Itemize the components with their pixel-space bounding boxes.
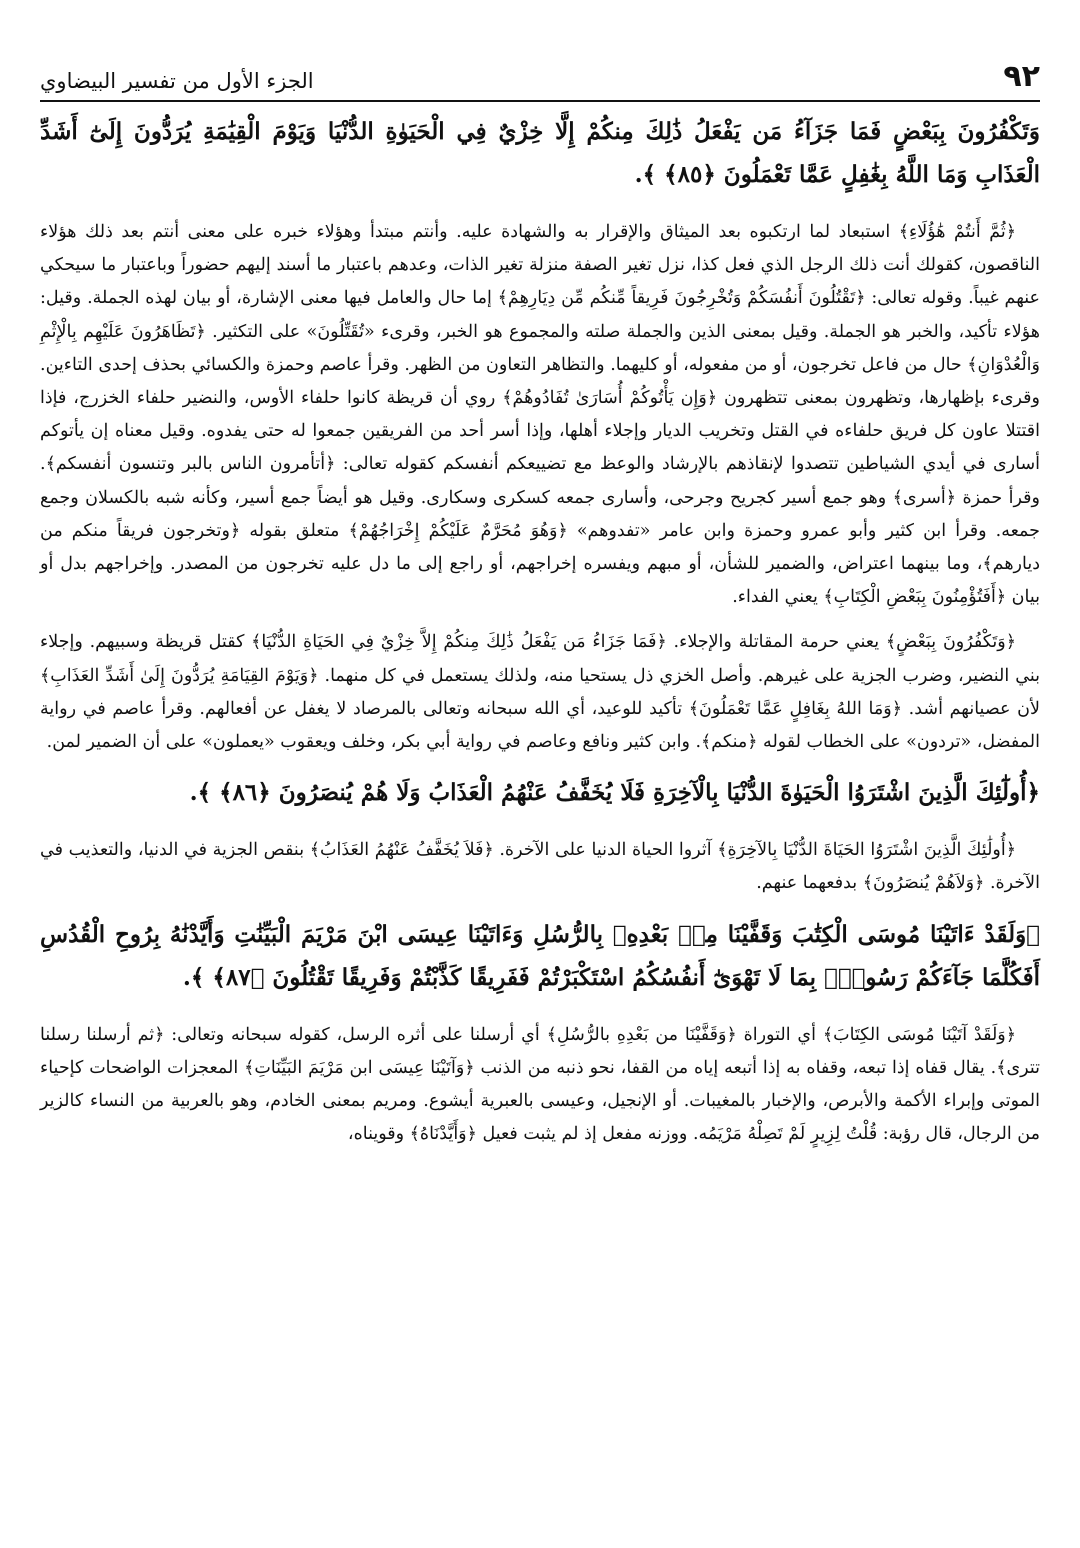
commentary-paragraph: ﴿ثُمَّ أَنتُمْ هَٰؤُلَاءِ﴾ استبعاد لما ارتكبوه بعد الميثاق والإقرار به والشهادة عليه. وأنتم مبتدأ وهؤلاء خبره على معنى أنتم بعد ذلك هؤلاء الناقصون، كقولك أنت ذلك الرجل الذي فعل كذا، نزل تغير الصفة منزلة تغير الذات، وعدهم باعتبار ما أسند إليهم حضوراً وباعتبار ما سيحكي عنهم غيباً. وقوله تعالى: ﴿تَقْتُلُونَ أَنفُسَكُمْ وَتُخْرِجُونَ فَرِيقاً مِّنكُم مِّن دِيَارِهِمْ﴾ إما حال والعامل فيها معنى الإشارة، أو بيان لهذه الجملة. وقيل: هؤلاء تأكيد، والخبر هو الجملة. وقيل بمعنى الذين والجملة صلته والمجموع هو الخبر، وقرىء «تُقَتِّلُونَ» على التكثير. ﴿تَظَاهَرُونَ عَلَيْهِم بِالْإِثْمِ وَالْعُدْوَانِ﴾ حال من فاعل تخرجون، أو من مفعوله، أو كليهما. والتظاهر التعاون من الظهر. وقرأ عاصم وحمزة والكسائي بحذف إحدى التاءين. وقرىء بإظهارها، وتظهرون بمعنى تتظهرون ﴿وَإِن يَأْتُوكُمْ أُسَارَىٰ تُفَادُوهُمْ﴾ روي أن قريظة كانوا حلفاء الأوس، والنضير حلفاء الخزرج، فإذا اقتتلا عاون كل فريق حلفاءه في القتل وتخريب الديار وإجلاء أهلها، وإذا أسر أحد من الفريقين جمعوا له حتى يفدوه. وقيل معناه إن يأتوكم أسارى في أيدي الشياطين تتصدوا لإنقاذهم بالإرشاد والوعظ مع تضييعكم أنفسكم كقوله تعالى: ﴿أتأمرون الناس بالبر وتنسون أنفسكم﴾. وقرأ حمزة ﴿أسرى﴾ وهو جمع أسير كجريح وجرحى، وأسارى جمعه كسكرى وسكارى. وقيل هو أيضاً جمع أسير، وكأنه شبه بالكسلان وجمع جمعه. وقرأ ابن كثير وأبو عمرو وحمزة وابن عامر «تفدوهم» ﴿وَهُوَ مُحَرَّمٌ عَلَيْكُمْ إِخْرَاجُهُمْ﴾ متعلق بقوله ﴿وتخرجون فريقاً منكم من ديارهم﴾، وما بينهما اعتراض، والضمير للشأن، أو مبهم ويفسره إخراجهم، أو راجع إلى ما دل عليه تخرجون من المصدر. وإخراجهم بدل أو بيان ﴿أَفَتُؤْمِنُونَ بِبَعْضِ الْكِتَابِ﴾ يعني الفداء.	[40, 222, 1040, 608]
page-content	[40, 110, 1040, 1175]
page-header	[40, 52, 1040, 92]
header-rule	[40, 100, 1040, 102]
page-number: ٩٢	[1003, 59, 1040, 94]
quran-verse-85: وَتَكْفُرُونَ بِبَعْضٍ فَمَا جَزَآءُ مَن يَفْعَلُ ذَٰلِكَ مِنكُمْ إِلَّا خِزْيٌ فِي الْحَيَوٰةِ الدُّنْيَا وَيَوْمَ الْقِيَٰمَةِ يُرَدُّونَ إِلَىٰٓ أَشَدِّ الْعَذَابِ وَمَا اللَّهُ بِغَٰفِلٍ عَمَّا تَعْمَلُونَ ﴿٨٥﴾ ﴾.	[40, 118, 1040, 188]
commentary-paragraph: ﴿وَتَكْفُرُونَ بِبَعْضٍ﴾ يعني حرمة المقاتلة والإجلاء. ﴿فَمَا جَزَاءُ مَن يَفْعَلُ ذَٰلِكَ مِنكُمْ إِلاَّ خِزْيٌ فِي الحَيَاةِ الدُّنْيَا﴾ كقتل قريظة وسبيهم. وإجلاء بني النضير، وضرب الجزية على غيرهم. وأصل الخزي ذل يستحيا منه، ولذلك يستعمل في كل منهما. ﴿وَيَوْمَ القِيَامَةِ يُرَدُّونَ إِلَىٰ أَشَدِّ العَذَابِ﴾ لأن عصيانهم أشد. ﴿وَمَا اللهُ بِغَافِلٍ عَمَّا تَعْمَلُونَ﴾ تأكيد للوعيد، أي الله سبحانه وتعالى بالمرصاد لا يغفل عن أفعالهم. وقرأ عاصم في رواية المفضل، «تردون» على الخطاب لقوله ﴿منكم﴾. وابن كثير ونافع وعاصم في رواية أبي بكر، وخلف ويعقوب «يعملون» على أن الضمير لمن.	[40, 632, 1040, 753]
commentary-paragraph: ﴿أُولَٰئِكَ الَّذِينَ اشْتَرَوُا الحَيَاةَ الدُّنْيَا بِالآخِرَةِ﴾ آثروا الحياة الدنيا على الآخرة. ﴿فَلاَ يُخَفَّفُ عَنْهُمُ العَذَابُ﴾ بنقص الجزية في الدنيا، والتعذيب في الآخرة. ﴿وَلاَهُمْ يُنصَرُونَ﴾ بدفعهما عنهم.	[40, 840, 1040, 894]
running-title: الجزء الأول من تفسير البيضاوي	[40, 69, 314, 93]
quran-verse-86: ﴿أُولَٰٓئِكَ الَّذِينَ اشْتَرَوُا الْحَيَوٰةَ الدُّنْيَا بِالْآخِرَةِ فَلَا يُخَفَّفُ عَنْهُمُ الْعَذَابُ وَلَا هُمْ يُنصَرُونَ ﴿٨٦﴾ ﴾.	[189, 779, 1040, 807]
commentary-paragraph: ﴿وَلَقَدْ آتَيْنَا مُوسَى الكِتَابَ﴾ أي التوراة ﴿وَقَفَّيْنَا من بَعْدِهِ بالرُّسُلِ﴾ أي أرسلنا على أثره الرسل، كقوله سبحانه وتعالى: ﴿ثم أرسلنا رسلنا تترى﴾. يقال قفاه إذا تبعه، وقفاه به إذا أتبعه إياه من القفا، نحو ذنبه من الذنب ﴿وَآتَيْنَا عِيسَى ابن مَرْيَمَ البَيِّنَاتِ﴾ المعجزات الواضحات كإحياء الموتى وإبراء الأكمة والأبرص، والإخبار بالمغيبات. أو الإنجيل، وعيسى بالعبرية أيشوع. ومريم بمعنى الخادم، وهو بالعربية من النساء كالزير من الرجال، قال رؤبة: قُلْتُ لِزِيرٍ لَمْ تَصِلْهُ مَرْيَمُه. ووزنه مفعل إذ لم يثبت فعيل ﴿وَأَيَّدْنَاهُ﴾ وقويناه،	[40, 1024, 1040, 1145]
quran-verse-87: ﴿وَلَقَدْ ءَاتَيْنَا مُوسَى الْكِتَٰبَ وَقَفَّيْنَا مِنۢ بَعْدِهِۦ بِالرُّسُلِ وَءَاتَيْنَا عِيسَى ابْنَ مَرْيَمَ الْبَيِّنَٰتِ وَأَيَّدْنَٰهُ بِرُوحِ الْقُدُسِ أَفَكُلَّمَا جَآءَكُمْ رَسُولٌۢ بِمَا لَا تَهْوَىٰٓ أَنفُسُكُمُ اسْتَكْبَرْتُمْ فَفَرِيقًا كَذَّبْتُمْ وَفَرِيقًا تَقْتُلُونَ ﴿٨٧﴾ ﴾.	[40, 920, 1040, 991]
